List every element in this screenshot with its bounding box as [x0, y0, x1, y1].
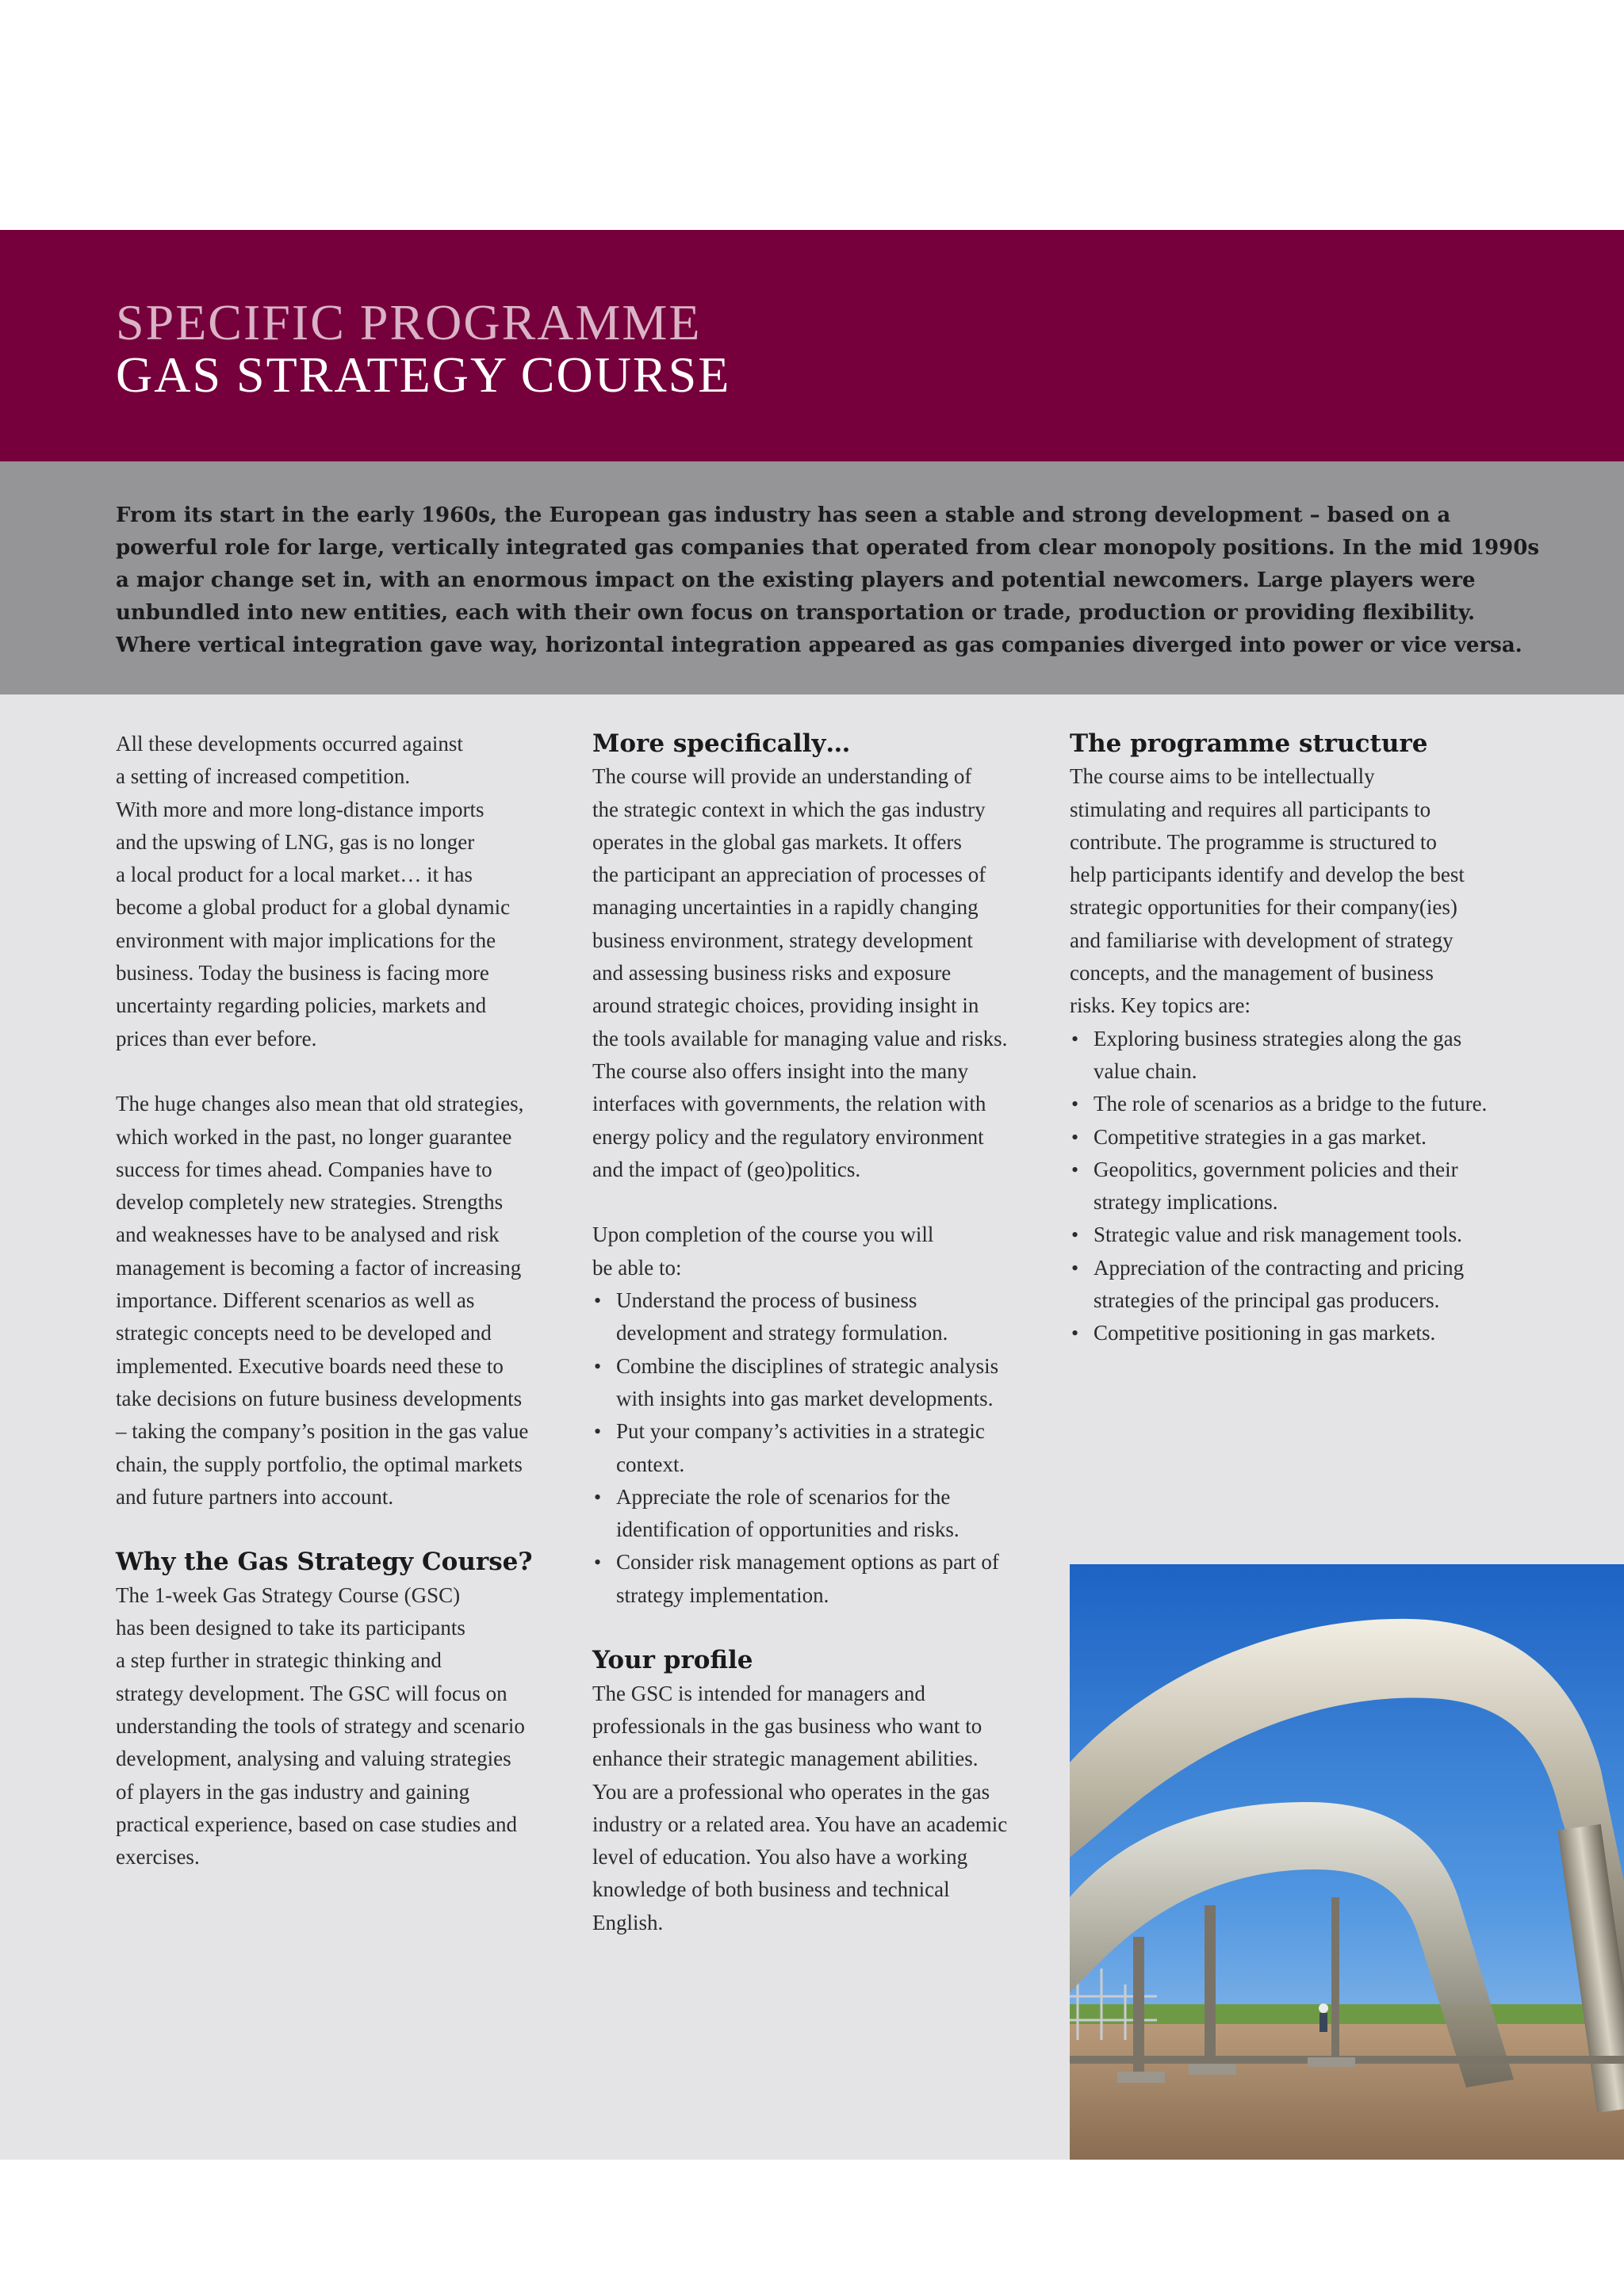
text-line: • Strategic value and risk management tools. — [1094, 1223, 1462, 1247]
text-line: You are a professional who operates in the gas — [592, 1779, 990, 1804]
text-line: success for times ahead. Companies have to — [116, 1157, 492, 1181]
text-line: understanding the tools of strategy and scenario — [116, 1713, 525, 1738]
text-line: risks. Key topics are: — [1070, 993, 1251, 1018]
text-line: identification of opportunities and risks. — [616, 1517, 959, 1542]
list-item — [1070, 1154, 1514, 1219]
competition-paragraph — [116, 728, 560, 1055]
list-item — [1070, 1252, 1514, 1318]
text-line: English. — [592, 1910, 664, 1934]
text-line: help participants identify and develop the best — [1070, 863, 1465, 887]
text-line: strategy implementation. — [616, 1582, 829, 1607]
text-line: exercises. — [116, 1845, 200, 1869]
outcomes-list — [592, 1284, 1036, 1612]
text-line: contribute. The programme is structured to — [1070, 829, 1437, 854]
text-line: uncertainty regarding policies, markets and — [116, 993, 487, 1018]
list-item — [1070, 1023, 1514, 1089]
text-line: operates in the global gas markets. It offers — [592, 829, 962, 854]
text-line: development and strategy formulation. — [616, 1321, 948, 1345]
text-line: the strategic context in which the gas industry — [592, 797, 986, 821]
text-line: strategic concepts need to be developed and — [116, 1321, 492, 1345]
intro-band — [0, 461, 1624, 695]
text-line: strategy development. The GSC will focus on — [116, 1681, 508, 1705]
text-line: around strategic choices, providing insight in — [592, 993, 979, 1018]
text-line: develop completely new strategies. Strengths — [116, 1190, 504, 1215]
text-line: development, analysing and valuing strategies — [116, 1747, 511, 1771]
text-line: and familiarise with development of strategy — [1070, 928, 1454, 952]
text-line: and future partners into account. — [116, 1484, 394, 1509]
text-line: industry or a related area. You have an academic — [592, 1812, 1008, 1836]
text-line: stimulating and requires all participants to — [1070, 797, 1431, 821]
text-line: • Competitive strategies in a gas market. — [1094, 1124, 1427, 1149]
text-line: and assessing business risks and exposure — [592, 961, 952, 985]
your-profile-heading: Your profile — [592, 1646, 753, 1675]
text-line: • Consider risk management options as part of — [616, 1550, 999, 1575]
text-line: be able to: — [592, 1255, 682, 1280]
text-line: knowledge of both business and technical — [592, 1877, 950, 1902]
text-line: enhance their strategic management abilities. — [592, 1747, 979, 1771]
text-line: and the upswing of LNG, gas is no longer — [116, 829, 475, 854]
text-line: With more and more long-distance imports — [116, 797, 485, 821]
text-line: • Put your company’s activities in a strategic — [616, 1419, 985, 1444]
text-line: a setting of increased competition. — [116, 764, 411, 789]
list-item — [592, 1415, 1036, 1481]
text-line: has been designed to take its participants — [116, 1616, 465, 1640]
text-line: – taking the company’s position in the gas value — [116, 1419, 529, 1444]
intro-line: Where vertical integration gave way, horizontal integration appeared as gas companies diverged into power or vice versa. — [116, 633, 1522, 657]
text-line: a local product for a local market… it has — [116, 863, 473, 887]
text-line: • Geopolitics, government policies and their — [1094, 1157, 1458, 1181]
text-line: the participant an appreciation of processes of — [592, 863, 986, 887]
text-line: which worked in the past, no longer guarantee — [116, 1124, 512, 1149]
text-line: implemented. Executive boards need these to — [116, 1353, 504, 1378]
text-line: strategy implications. — [1094, 1190, 1278, 1215]
list-item — [592, 1546, 1036, 1612]
text-line: The course aims to be intellectually — [1070, 764, 1375, 789]
key-topics-list — [1070, 1023, 1514, 1350]
strategies-paragraph — [116, 1088, 560, 1513]
text-line: environment with major implications for the — [116, 928, 496, 952]
text-line: energy policy and the regulatory environment — [592, 1124, 984, 1149]
programme-label: SPECIFIC PROGRAMME — [116, 294, 702, 350]
column-middle — [592, 728, 1036, 1939]
text-line: • Combine the disciplines of strategic analysis — [616, 1353, 999, 1378]
list-item — [1070, 1317, 1514, 1349]
text-line: value chain. — [1094, 1058, 1197, 1083]
text-line: practical experience, based on case studies and — [116, 1812, 518, 1836]
text-line: take decisions on future business developments — [116, 1386, 523, 1410]
text-line: interfaces with governments, the relation with — [592, 1092, 986, 1116]
why-heading: Why the Gas Strategy Course? — [116, 1548, 533, 1577]
text-line: business. Today the business is facing more — [116, 961, 489, 985]
text-line: context. — [616, 1452, 685, 1476]
list-item — [1070, 1121, 1514, 1154]
text-line: The 1-week Gas Strategy Course (GSC) — [116, 1582, 461, 1607]
list-item — [592, 1481, 1036, 1547]
text-line: • Understand the process of business — [616, 1288, 917, 1313]
text-line: The course also offers insight into the many — [592, 1058, 969, 1083]
text-line: concepts, and the management of business — [1070, 961, 1434, 985]
completion-intro — [592, 1219, 1036, 1284]
text-line: become a global product for a global dynamic — [116, 895, 511, 920]
text-line: The huge changes also mean that old strategies, — [116, 1092, 524, 1116]
intro-line: From its start in the early 1960s, the European gas industry has seen a stable and strong development – based on a — [116, 503, 1451, 527]
intro-line: a major change set in, with an enormous impact on the existing players and potential newcomers. Large players were — [116, 568, 1476, 592]
text-line: professionals in the gas business who want to — [592, 1713, 982, 1738]
text-line: • The role of scenarios as a bridge to the future. — [1094, 1092, 1488, 1116]
text-line: and the impact of (geo)politics. — [592, 1157, 861, 1181]
column-right — [1070, 728, 1514, 1350]
course-title: GAS STRATEGY COURSE — [116, 346, 731, 403]
text-line: managing uncertainties in a rapidly changing — [592, 895, 979, 920]
text-line: The GSC is intended for managers and — [592, 1681, 925, 1705]
text-line: business environment, strategy development — [592, 928, 973, 952]
text-line: management is becoming a factor of increasing — [116, 1255, 522, 1280]
text-line: prices than ever before. — [116, 1026, 317, 1050]
list-item — [592, 1350, 1036, 1416]
text-line: • Appreciation of the contracting and pricing — [1094, 1255, 1465, 1280]
text-line: the tools available for managing value and risks. — [592, 1026, 1008, 1050]
text-line: importance. Different scenarios as well as — [116, 1288, 475, 1313]
text-line: The course will provide an understanding of — [592, 764, 972, 789]
intro-paragraph — [116, 499, 1539, 662]
course-overview-paragraph — [592, 760, 1036, 1186]
text-line: chain, the supply portfolio, the optimal markets — [116, 1452, 523, 1476]
text-line: • Appreciate the role of scenarios for the — [616, 1484, 951, 1509]
column-left — [116, 728, 560, 1873]
more-specifically-heading: More specifically… — [592, 729, 851, 758]
body-panel — [0, 695, 1624, 2160]
text-line: strategic opportunities for their company(ies) — [1070, 895, 1457, 920]
list-item — [592, 1284, 1036, 1350]
text-line: • Exploring business strategies along the gas — [1094, 1026, 1462, 1050]
text-line: strategies of the principal gas producers. — [1094, 1288, 1440, 1313]
text-line: of players in the gas industry and gaining — [116, 1779, 470, 1804]
intro-line: powerful role for large, vertically integrated gas companies that operated from clear monopoly positions. In the mid 1990s — [116, 536, 1539, 560]
pipeline-photo — [1070, 1564, 1624, 2160]
text-line: level of education. You also have a working — [592, 1845, 968, 1869]
why-paragraph — [116, 1579, 560, 1874]
text-line: All these developments occurred against — [116, 732, 463, 756]
programme-structure-heading: The programme structure — [1070, 729, 1428, 758]
title-band — [0, 230, 1624, 461]
structure-paragraph — [1070, 760, 1514, 1022]
list-item — [1070, 1219, 1514, 1251]
text-line: • Competitive positioning in gas markets. — [1094, 1321, 1436, 1345]
profile-paragraph — [592, 1678, 1036, 1939]
text-line: Upon completion of the course you will — [592, 1223, 934, 1247]
text-line: and weaknesses have to be analysed and risk — [116, 1223, 500, 1247]
intro-line: unbundled into new entities, each with their own focus on transportation or trade, production or providing flexibility. — [116, 601, 1476, 625]
list-item — [1070, 1088, 1514, 1120]
text-line: a step further in strategic thinking and — [116, 1648, 442, 1673]
text-line: with insights into gas market developments. — [616, 1386, 994, 1410]
